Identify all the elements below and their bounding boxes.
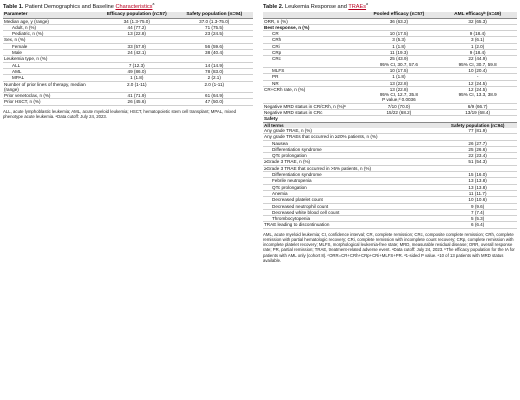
aml-efficacy-value: 9 (18.4) [438, 50, 517, 56]
safety-value: 22 (23.4) [438, 153, 517, 159]
table2-caption-label: Table 2. [263, 4, 284, 10]
table1-caption-label: Table 1. [3, 4, 24, 10]
response-table-body [263, 12, 517, 116]
row-label: Anemia [263, 190, 438, 196]
row-label: Any grade TRAEs that occurred in ≥20% patients, n (%) [263, 134, 438, 140]
row-label: Decreased platelet count [263, 197, 438, 203]
row-label: CR+CRh rate, n (%) [263, 86, 360, 103]
table2-caption-text: Leukemia Response and [283, 4, 349, 10]
header-aml-efficacy: AML efficacyᵇ (n=49) [438, 12, 517, 18]
table2-footnote: AML, acute myeloid leukemia; CI, confidence interval; CR, complete remission; CRc, composite complete remission; CRh, complete remission with partial hematologic recovery; CRi, complete remission with incomplete count recovery; CRp, complete remission with incomplete platelet recovery; MLFS, morphological leukemia-free state; MRD, measurable residual disease; ORR, overall response rate; PR, partial remission; TRAE, treatment-related adverse event. ᵃData cutoff: July 24, 2023. ᵇThe efficacy population for the IA for patients with AML only (cohort 8). ᶜORR=CR+CRh+CRp+CRi+MLFS+PR. ᵈ1-sided P value. ᵉ10 of 13 patients with MRD status available. [263, 231, 515, 263]
aml-efficacy-value: - [438, 74, 517, 80]
safety-value: 61 (64.9) [176, 93, 254, 99]
efficacy-value: 1 (1.8) [98, 75, 176, 81]
header-efficacy-population: Efficacy population (n=57) [98, 12, 176, 18]
demographics-table-body [3, 12, 253, 105]
row-label: Median age, y (range) [3, 18, 98, 24]
row-label: Negative MRD status in CR/CRh, n (%)ᵉ [263, 103, 360, 109]
row-label: NR [263, 80, 360, 86]
safety-value: 25 (26.6) [438, 146, 517, 152]
table-row [263, 56, 517, 68]
table2-caption-link[interactable]: TRAEs [348, 4, 367, 10]
row-label: ORR, n (%) [263, 18, 360, 24]
pooled-efficacy-value: 10 (17.5) [360, 31, 439, 37]
aml-efficacy-value: 12 (24.5) [438, 80, 517, 86]
table1-footnote: ALL, acute lymphoblastic leukemia; AML, acute myeloid leukemia; HSCT, hematopoietic stem cell transplant; MPAL, mixed phenotype acute leukemia. ᵃData cutoff: July 24, 2023. [3, 108, 237, 119]
efficacy-value: 49 (86.0) [98, 68, 176, 74]
table-row [3, 81, 253, 93]
safety-value: 6 (6.4) [438, 222, 517, 228]
table-row [3, 18, 253, 24]
response-table [263, 12, 517, 116]
pooled-efficacy-value: 10 (17.5) [360, 67, 439, 73]
table2-caption-sup: a [366, 2, 368, 7]
row-label: Prior HSCT, n (%) [3, 99, 98, 105]
safety-value: 10 (10.6) [438, 197, 517, 203]
row-label: Leukemia type, n (%) [3, 56, 98, 62]
safety-population-header: Safety population (n=94) [438, 122, 517, 128]
row-label: Differentiation syndrome [263, 172, 438, 178]
row-label: Febrile neutropenia [263, 178, 438, 184]
efficacy-value: 26 (45.6) [98, 99, 176, 105]
efficacy-value: 13 (22.8) [98, 31, 176, 37]
efficacy-value: 2.0 (1-11) [98, 81, 176, 93]
table-row [3, 31, 253, 37]
row-label: Decreased neutrophil count [263, 203, 438, 209]
table-row [263, 110, 517, 116]
table-row [3, 99, 253, 105]
safety-value: 26 (27.7) [438, 140, 517, 146]
table2-panel [263, 4, 517, 263]
pooled-efficacy-value: 1 (1.8) [360, 43, 439, 49]
safety-value: 38 (40.4) [176, 50, 254, 56]
aml-efficacy-value: 10 (20.4) [438, 67, 517, 73]
safety-table-body [263, 116, 517, 228]
pooled-efficacy-value: 1 (1.8) [360, 74, 439, 80]
safety-value: 47 (50.0) [176, 99, 254, 105]
row-label: Differentiation syndrome [263, 146, 438, 152]
row-label: ALL [3, 62, 98, 68]
table1-panel [3, 4, 253, 119]
safety-value: 77 (81.9) [438, 128, 517, 134]
efficacy-value: 33 (57.9) [98, 43, 176, 49]
safety-value: 9 (9.6) [438, 203, 517, 209]
row-label: Sex, n (%) [3, 37, 98, 43]
row-label: QTc prolongation [263, 153, 438, 159]
pooled-efficacy-value: 3 (5.3) [360, 37, 439, 43]
safety-value: 13 (13.8) [438, 178, 517, 184]
safety-value: 2.0 (1-11) [176, 81, 254, 93]
row-label: Negative MRD status in CRc [263, 110, 360, 116]
pooled-efficacy-value: 11 (19.3) [360, 50, 439, 56]
row-label: Any grade TRAE, n (%) [263, 128, 438, 134]
row-label: Thrombocytopenia [263, 216, 438, 222]
row-label: CRc [263, 56, 360, 68]
safety-value: 23 (24.5) [176, 31, 254, 37]
row-label: AML [3, 68, 98, 74]
table1-caption-link[interactable]: Characteristics [115, 4, 153, 10]
row-label: ≥Grade 3 TRAE that occurred in >5% patients, n (%) [263, 165, 438, 171]
pooled-efficacy-value: 15/22 (68.2) [360, 110, 439, 116]
aml-efficacy-value: 9 (18.4) [438, 31, 517, 37]
row-label: CRp [263, 50, 360, 56]
pooled-efficacy-value: 13 (22.8) [360, 80, 439, 86]
row-label: TRAE leading to discontinuation [263, 222, 438, 228]
header-safety-population: Safety population (n=94) [176, 12, 254, 18]
safety-value: 51 (54.3) [438, 159, 517, 165]
demographics-table [3, 12, 253, 106]
efficacy-value: 7 (12.3) [98, 62, 176, 68]
pooled-efficacy-value: 7/10 (70.0) [360, 103, 439, 109]
efficacy-value: 44 (77.2) [98, 24, 176, 30]
table1-caption [3, 4, 253, 11]
row-label: Male [3, 50, 98, 56]
row-label: Nausea [263, 140, 438, 146]
safety-value: 2 (2.1) [176, 75, 254, 81]
row-label: Prior venetoclax, n (%) [3, 93, 98, 99]
efficacy-value: 34 (1.3-75.0) [98, 18, 176, 24]
table2-caption [263, 4, 517, 11]
aml-efficacy-value: 1 (2.0) [438, 43, 517, 49]
row-label: MPAL [3, 75, 98, 81]
efficacy-value: 24 (42.1) [98, 50, 176, 56]
safety-value: 13 (13.8) [438, 184, 517, 190]
table-row [3, 93, 253, 99]
row-label: Decreased white blood cell count [263, 209, 438, 215]
safety-section-label: Safety [263, 116, 517, 122]
row-label: Best response, n (%) [263, 24, 360, 30]
row-label: CR [263, 31, 360, 37]
row-label: Number of prior lines of therapy, median (range) [3, 81, 98, 93]
aml-efficacy-value: 3 (6.1) [438, 37, 517, 43]
header-pooled-efficacy: Pooled efficacy (n=57) [360, 12, 439, 18]
aml-efficacy-value: 6/9 (66.7) [438, 103, 517, 109]
safety-value: 78 (83.0) [176, 68, 254, 74]
safety-value: 15 (16.0) [438, 172, 517, 178]
safety-value: 7 (7.4) [438, 209, 517, 215]
row-label: ≥Grade 3 TRAE, n (%) [263, 159, 438, 165]
table1-caption-sup: a [152, 2, 155, 7]
table1-caption-text: Patient Demographics and Baseline [23, 4, 116, 10]
aml-efficacy-value: 22 (44.9) 95% CI, 30.7, 59.8 [438, 56, 517, 68]
pooled-efficacy-value: 25 (43.9) 95% CI, 30.7, 57.6 [360, 56, 439, 68]
row-label: Pediatric, n (%) [3, 31, 98, 37]
pooled-efficacy-value: 13 (22.8) 95% CI, 12.7, 35.8 P value,ᵈ 0.0036 [360, 86, 439, 103]
safety-value: 11 (11.7) [438, 190, 517, 196]
table-row [263, 86, 517, 103]
table-row [263, 103, 517, 109]
safety-value: 14 (14.9) [176, 62, 254, 68]
safety-value: 56 (59.6) [176, 43, 254, 49]
row-label: CRi [263, 43, 360, 49]
row-label: Adult, n (%) [3, 24, 98, 30]
table-row [263, 222, 517, 228]
row-label: CRh [263, 37, 360, 43]
safety-value: 71 (75.5) [176, 24, 254, 30]
pooled-efficacy-value: 36 (63.2) [360, 18, 439, 24]
row-label: PR [263, 74, 360, 80]
safety-value: 37.0 (1.3-75.0) [176, 18, 254, 24]
row-label: QTc prolongation [263, 184, 438, 190]
aml-efficacy-value: 12 (24.5) 95% CI, 13.3, 38.9 [438, 86, 517, 103]
safety-value: 5 (5.3) [438, 216, 517, 222]
row-label: MLFS [263, 67, 360, 73]
aml-efficacy-value: 32 (65.3) [438, 18, 517, 24]
efficacy-value: 41 (71.9) [98, 93, 176, 99]
row-label: Female [3, 43, 98, 49]
all-terms-header: All terms [263, 122, 438, 128]
safety-table [263, 116, 517, 228]
header-parameter: Parameter [3, 12, 98, 18]
aml-efficacy-value: 13/19 (68.4) [438, 110, 517, 116]
